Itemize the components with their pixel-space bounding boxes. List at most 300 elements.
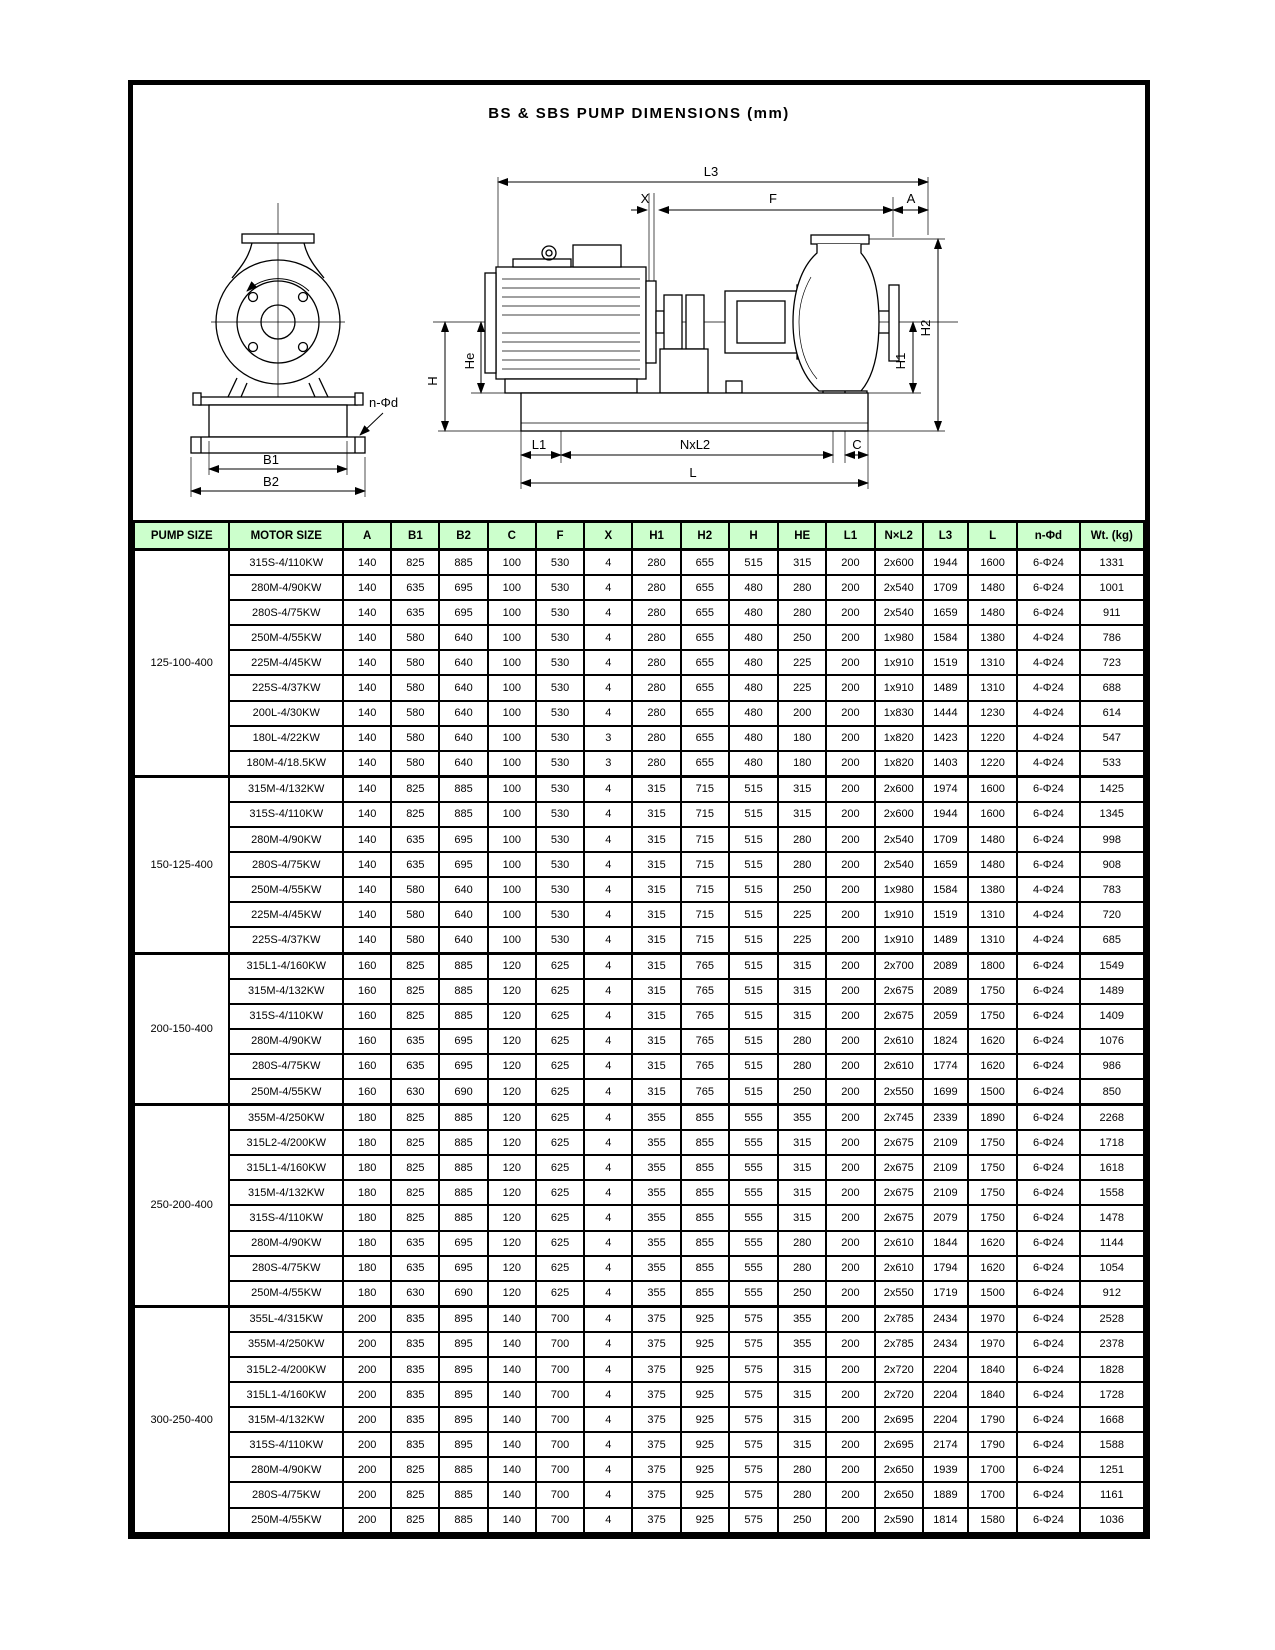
dim-value-cell: 614 bbox=[1080, 701, 1144, 726]
dim-value-cell: 700 bbox=[536, 1306, 584, 1332]
dim-value-cell: 925 bbox=[681, 1357, 729, 1382]
dim-label-c: C bbox=[852, 437, 862, 452]
dim-value-cell: 4-Φ24 bbox=[1017, 650, 1079, 675]
column-header-n-d: n-Φd bbox=[1017, 522, 1079, 550]
dim-value-cell: 635 bbox=[391, 1029, 439, 1054]
dim-value-cell: 1480 bbox=[968, 827, 1017, 852]
dim-value-cell: 700 bbox=[536, 1332, 584, 1357]
dim-value-cell: 1750 bbox=[968, 1004, 1017, 1029]
dim-value-cell: 120 bbox=[488, 953, 536, 979]
dim-value-cell: 6-Φ24 bbox=[1017, 1432, 1079, 1457]
dim-value-cell: 200 bbox=[343, 1332, 391, 1357]
dim-value-cell: 2x785 bbox=[875, 1332, 923, 1357]
dim-value-cell: 1790 bbox=[968, 1407, 1017, 1432]
dim-value-cell: 6-Φ24 bbox=[1017, 827, 1079, 852]
dim-value-cell: 140 bbox=[343, 701, 391, 726]
dim-value-cell: 6-Φ24 bbox=[1017, 1079, 1079, 1105]
dim-value-cell: 315 bbox=[778, 1357, 826, 1382]
pump-front-view bbox=[191, 203, 398, 497]
dim-value-cell: 2378 bbox=[1080, 1332, 1144, 1357]
dim-value-cell: 315 bbox=[632, 877, 680, 902]
dim-value-cell: 1709 bbox=[923, 575, 968, 600]
dim-value-cell: 1840 bbox=[968, 1357, 1017, 1382]
pump-dimension-drawing bbox=[133, 85, 1145, 520]
dim-value-cell: 2x720 bbox=[875, 1382, 923, 1407]
table-row bbox=[134, 1105, 1144, 1131]
dim-value-cell: 765 bbox=[681, 1004, 729, 1029]
dim-value-cell: 315 bbox=[632, 827, 680, 852]
dim-value-cell: 625 bbox=[536, 1105, 584, 1131]
dim-value-cell: 1409 bbox=[1080, 1004, 1144, 1029]
dim-value-cell: 655 bbox=[681, 625, 729, 650]
motor-size-cell: 315L1-4/160KW bbox=[229, 1382, 343, 1407]
dim-value-cell: 625 bbox=[536, 1205, 584, 1230]
dim-value-cell: 580 bbox=[391, 701, 439, 726]
dim-value-cell: 120 bbox=[488, 1281, 536, 1307]
dim-value-cell: 4 bbox=[584, 1180, 632, 1205]
dim-value-cell: 4 bbox=[584, 1029, 632, 1054]
dim-value-cell: 700 bbox=[536, 1482, 584, 1507]
column-header-l: L bbox=[968, 522, 1017, 550]
dim-value-cell: 655 bbox=[681, 575, 729, 600]
dim-value-cell: 575 bbox=[729, 1382, 778, 1407]
dim-value-cell: 6-Φ24 bbox=[1017, 776, 1079, 802]
table-row bbox=[134, 1508, 1144, 1533]
dim-value-cell: 825 bbox=[391, 1130, 439, 1155]
dim-value-cell: 200 bbox=[826, 1457, 874, 1482]
dim-value-cell: 655 bbox=[681, 751, 729, 777]
dim-value-cell: 1588 bbox=[1080, 1432, 1144, 1457]
dim-value-cell: 200 bbox=[826, 1155, 874, 1180]
motor-size-cell: 280S-4/75KW bbox=[229, 600, 343, 625]
dim-value-cell: 715 bbox=[681, 927, 729, 953]
dim-value-cell: 2x720 bbox=[875, 1357, 923, 1382]
dim-value-cell: 530 bbox=[536, 877, 584, 902]
dim-value-cell: 555 bbox=[729, 1205, 778, 1230]
dim-value-cell: 2109 bbox=[923, 1180, 968, 1205]
dim-value-cell: 200 bbox=[343, 1432, 391, 1457]
dim-value-cell: 375 bbox=[632, 1332, 680, 1357]
dim-value-cell: 2204 bbox=[923, 1382, 968, 1407]
dim-value-cell: 4 bbox=[584, 877, 632, 902]
dim-value-cell: 925 bbox=[681, 1508, 729, 1533]
dim-value-cell: 1840 bbox=[968, 1382, 1017, 1407]
dim-value-cell: 2x675 bbox=[875, 1004, 923, 1029]
dim-value-cell: 515 bbox=[729, 927, 778, 953]
table-row bbox=[134, 1306, 1144, 1332]
dim-value-cell: 200 bbox=[826, 1256, 874, 1281]
dim-value-cell: 140 bbox=[343, 902, 391, 927]
dim-value-cell: 1700 bbox=[968, 1457, 1017, 1482]
dim-value-cell: 2x610 bbox=[875, 1029, 923, 1054]
page-title: BS & SBS PUMP DIMENSIONS (mm) bbox=[488, 105, 790, 122]
dim-value-cell: 885 bbox=[439, 1180, 487, 1205]
dim-value-cell: 2x675 bbox=[875, 1205, 923, 1230]
dim-value-cell: 4 bbox=[584, 1508, 632, 1533]
dim-value-cell: 885 bbox=[439, 550, 487, 576]
dim-value-cell: 765 bbox=[681, 1029, 729, 1054]
dim-value-cell: 4 bbox=[584, 902, 632, 927]
dim-value-cell: 625 bbox=[536, 1281, 584, 1307]
dim-value-cell: 4 bbox=[584, 1332, 632, 1357]
motor-size-cell: 250M-4/55KW bbox=[229, 1079, 343, 1105]
motor-size-cell: 355L-4/315KW bbox=[229, 1306, 343, 1332]
dim-value-cell: 850 bbox=[1080, 1079, 1144, 1105]
dim-value-cell: 480 bbox=[729, 625, 778, 650]
dim-value-cell: 200 bbox=[826, 776, 874, 802]
dim-value-cell: 4 bbox=[584, 625, 632, 650]
dim-value-cell: 2x610 bbox=[875, 1054, 923, 1079]
motor-size-cell: 280M-4/90KW bbox=[229, 575, 343, 600]
dim-value-cell: 925 bbox=[681, 1306, 729, 1332]
dim-value-cell: 250 bbox=[778, 1281, 826, 1307]
dim-value-cell: 515 bbox=[729, 877, 778, 902]
dim-value-cell: 695 bbox=[439, 1029, 487, 1054]
dim-value-cell: 200 bbox=[826, 751, 874, 777]
dim-value-cell: 375 bbox=[632, 1432, 680, 1457]
pump-side-view bbox=[425, 164, 958, 489]
dim-value-cell: 375 bbox=[632, 1457, 680, 1482]
dim-value-cell: 100 bbox=[488, 726, 536, 751]
dim-value-cell: 530 bbox=[536, 550, 584, 576]
dim-label-he: He bbox=[462, 352, 477, 370]
column-header-wt-kg: Wt. (kg) bbox=[1080, 522, 1144, 550]
table-row bbox=[134, 1079, 1144, 1105]
pump-size-cell: 300-250-400 bbox=[134, 1306, 229, 1532]
dim-value-cell: 4 bbox=[584, 1482, 632, 1507]
motor-size-cell: 225M-4/45KW bbox=[229, 902, 343, 927]
dim-value-cell: 120 bbox=[488, 1105, 536, 1131]
dim-value-cell: 6-Φ24 bbox=[1017, 1508, 1079, 1533]
pump-casing-outline bbox=[793, 235, 899, 401]
dim-value-cell: 1580 bbox=[968, 1508, 1017, 1533]
dim-value-cell: 2x700 bbox=[875, 953, 923, 979]
dim-value-cell: 4 bbox=[584, 927, 632, 953]
motor-size-cell: 280S-4/75KW bbox=[229, 1482, 343, 1507]
dim-value-cell: 1944 bbox=[923, 550, 968, 576]
dim-value-cell: 200 bbox=[826, 1382, 874, 1407]
dim-value-cell: 280 bbox=[778, 827, 826, 852]
dim-value-cell: 690 bbox=[439, 1281, 487, 1307]
dim-value-cell: 885 bbox=[439, 1004, 487, 1029]
dim-value-cell: 885 bbox=[439, 953, 487, 979]
dim-value-cell: 160 bbox=[343, 1029, 391, 1054]
dim-value-cell: 825 bbox=[391, 1180, 439, 1205]
column-header-h2: H2 bbox=[681, 522, 729, 550]
dim-value-cell: 625 bbox=[536, 1054, 584, 1079]
dim-value-cell: 2x675 bbox=[875, 979, 923, 1004]
dim-value-cell: 640 bbox=[439, 625, 487, 650]
dim-value-cell: 315 bbox=[778, 802, 826, 827]
dim-value-cell: 998 bbox=[1080, 827, 1144, 852]
dim-value-cell: 120 bbox=[488, 1130, 536, 1155]
dim-value-cell: 2434 bbox=[923, 1306, 968, 1332]
dim-value-cell: 1403 bbox=[923, 751, 968, 777]
dim-value-cell: 6-Φ24 bbox=[1017, 1256, 1079, 1281]
dim-value-cell: 1310 bbox=[968, 902, 1017, 927]
table-row bbox=[134, 751, 1144, 777]
dim-value-cell: 1331 bbox=[1080, 550, 1144, 576]
dim-value-cell: 835 bbox=[391, 1357, 439, 1382]
dim-value-cell: 375 bbox=[632, 1382, 680, 1407]
dim-value-cell: 180 bbox=[778, 751, 826, 777]
dim-value-cell: 825 bbox=[391, 979, 439, 1004]
dim-value-cell: 6-Φ24 bbox=[1017, 1332, 1079, 1357]
table-row bbox=[134, 675, 1144, 700]
motor-size-cell: 280M-4/90KW bbox=[229, 1457, 343, 1482]
dim-value-cell: 835 bbox=[391, 1382, 439, 1407]
dim-value-cell: 315 bbox=[778, 1180, 826, 1205]
dim-value-cell: 1380 bbox=[968, 625, 1017, 650]
dim-value-cell: 315 bbox=[632, 1079, 680, 1105]
dim-value-cell: 885 bbox=[439, 979, 487, 1004]
dim-value-cell: 640 bbox=[439, 751, 487, 777]
dim-value-cell: 120 bbox=[488, 1155, 536, 1180]
dim-value-cell: 6-Φ24 bbox=[1017, 979, 1079, 1004]
dim-value-cell: 120 bbox=[488, 1231, 536, 1256]
dim-value-cell: 355 bbox=[778, 1332, 826, 1357]
dim-value-cell: 6-Φ24 bbox=[1017, 1205, 1079, 1230]
dim-value-cell: 908 bbox=[1080, 852, 1144, 877]
column-header-l1: L1 bbox=[826, 522, 874, 550]
motor-size-cell: 250M-4/55KW bbox=[229, 877, 343, 902]
dim-value-cell: 635 bbox=[391, 1231, 439, 1256]
dim-value-cell: 4 bbox=[584, 1306, 632, 1332]
dim-value-cell: 1584 bbox=[923, 625, 968, 650]
dim-value-cell: 225 bbox=[778, 927, 826, 953]
dim-value-cell: 200 bbox=[826, 1306, 874, 1332]
dim-value-cell: 2079 bbox=[923, 1205, 968, 1230]
dim-value-cell: 2x650 bbox=[875, 1457, 923, 1482]
dim-value-cell: 1x980 bbox=[875, 625, 923, 650]
dim-value-cell: 280 bbox=[778, 852, 826, 877]
dim-value-cell: 547 bbox=[1080, 726, 1144, 751]
motor-outline bbox=[485, 245, 664, 393]
column-header-f: F bbox=[536, 522, 584, 550]
dim-value-cell: 885 bbox=[439, 1482, 487, 1507]
dim-value-cell: 555 bbox=[729, 1231, 778, 1256]
dim-value-cell: 2x610 bbox=[875, 1256, 923, 1281]
dim-value-cell: 2204 bbox=[923, 1407, 968, 1432]
dim-value-cell: 200 bbox=[826, 953, 874, 979]
dim-value-cell: 655 bbox=[681, 675, 729, 700]
dim-value-cell: 625 bbox=[536, 1180, 584, 1205]
dim-value-cell: 1774 bbox=[923, 1054, 968, 1079]
dim-value-cell: 580 bbox=[391, 877, 439, 902]
dim-value-cell: 515 bbox=[729, 802, 778, 827]
table-row bbox=[134, 1256, 1144, 1281]
dim-value-cell: 555 bbox=[729, 1130, 778, 1155]
dim-value-cell: 4 bbox=[584, 776, 632, 802]
dim-label-h2: H2 bbox=[918, 319, 933, 337]
table-row bbox=[134, 726, 1144, 751]
dim-value-cell: 4 bbox=[584, 1407, 632, 1432]
dim-value-cell: 580 bbox=[391, 675, 439, 700]
dim-value-cell: 1790 bbox=[968, 1432, 1017, 1457]
dim-value-cell: 1939 bbox=[923, 1457, 968, 1482]
dim-value-cell: 1x820 bbox=[875, 726, 923, 751]
dim-value-cell: 855 bbox=[681, 1205, 729, 1230]
dim-value-cell: 1x910 bbox=[875, 675, 923, 700]
dim-value-cell: 625 bbox=[536, 953, 584, 979]
dim-value-cell: 640 bbox=[439, 726, 487, 751]
dim-value-cell: 1480 bbox=[968, 852, 1017, 877]
table-row bbox=[134, 1281, 1144, 1307]
dim-value-cell: 225 bbox=[778, 675, 826, 700]
dim-value-cell: 200 bbox=[826, 1180, 874, 1205]
dim-value-cell: 200 bbox=[826, 1332, 874, 1357]
dim-value-cell: 825 bbox=[391, 1155, 439, 1180]
dim-value-cell: 1x910 bbox=[875, 650, 923, 675]
column-header-n-l2: N×L2 bbox=[875, 522, 923, 550]
dim-value-cell: 140 bbox=[343, 575, 391, 600]
dim-value-cell: 1620 bbox=[968, 1054, 1017, 1079]
dim-value-cell: 555 bbox=[729, 1281, 778, 1307]
column-header-pump-size: PUMP SIZE bbox=[134, 522, 229, 550]
dim-value-cell: 140 bbox=[343, 827, 391, 852]
dim-value-cell: 2x540 bbox=[875, 575, 923, 600]
dim-value-cell: 140 bbox=[488, 1482, 536, 1507]
dim-value-cell: 825 bbox=[391, 802, 439, 827]
dim-value-cell: 4 bbox=[584, 1281, 632, 1307]
dim-value-cell: 140 bbox=[343, 726, 391, 751]
dim-value-cell: 825 bbox=[391, 1105, 439, 1131]
dim-value-cell: 640 bbox=[439, 877, 487, 902]
dim-label-x: X bbox=[640, 191, 650, 206]
dim-value-cell: 6-Φ24 bbox=[1017, 1029, 1079, 1054]
dim-value-cell: 4 bbox=[584, 852, 632, 877]
table-row bbox=[134, 877, 1144, 902]
motor-size-cell: 315L2-4/200KW bbox=[229, 1130, 343, 1155]
dim-value-cell: 635 bbox=[391, 852, 439, 877]
dim-value-cell: 280 bbox=[632, 575, 680, 600]
dim-value-cell: 530 bbox=[536, 902, 584, 927]
dim-value-cell: 315 bbox=[778, 1205, 826, 1230]
dim-value-cell: 1970 bbox=[968, 1306, 1017, 1332]
dim-value-cell: 695 bbox=[439, 600, 487, 625]
dim-value-cell: 200 bbox=[826, 1357, 874, 1382]
dim-value-cell: 1709 bbox=[923, 827, 968, 852]
dim-value-cell: 140 bbox=[343, 877, 391, 902]
dim-value-cell: 580 bbox=[391, 927, 439, 953]
column-header-c: C bbox=[488, 522, 536, 550]
dim-value-cell: 655 bbox=[681, 600, 729, 625]
motor-size-cell: 250M-4/55KW bbox=[229, 1508, 343, 1533]
table-row bbox=[134, 1130, 1144, 1155]
dim-value-cell: 2059 bbox=[923, 1004, 968, 1029]
dim-value-cell: 925 bbox=[681, 1432, 729, 1457]
motor-size-cell: 200L-4/30KW bbox=[229, 701, 343, 726]
dim-value-cell: 635 bbox=[391, 575, 439, 600]
dim-value-cell: 1x910 bbox=[875, 927, 923, 953]
motor-size-cell: 315S-4/110KW bbox=[229, 1004, 343, 1029]
dim-value-cell: 2x695 bbox=[875, 1432, 923, 1457]
column-header-h1: H1 bbox=[632, 522, 680, 550]
dim-value-cell: 1425 bbox=[1080, 776, 1144, 802]
table-row bbox=[134, 650, 1144, 675]
dim-label-n-phi-d: n-Φd bbox=[369, 395, 399, 410]
table-row bbox=[134, 979, 1144, 1004]
dim-value-cell: 825 bbox=[391, 776, 439, 802]
dim-value-cell: 515 bbox=[729, 852, 778, 877]
dim-value-cell: 625 bbox=[536, 1004, 584, 1029]
dim-value-cell: 4 bbox=[584, 1205, 632, 1230]
dim-value-cell: 200 bbox=[343, 1357, 391, 1382]
dim-value-cell: 855 bbox=[681, 1180, 729, 1205]
dim-value-cell: 835 bbox=[391, 1432, 439, 1457]
column-header-b1: B1 bbox=[391, 522, 439, 550]
table-row bbox=[134, 776, 1144, 802]
dim-value-cell: 355 bbox=[632, 1231, 680, 1256]
table-row bbox=[134, 1155, 1144, 1180]
dim-value-cell: 1x980 bbox=[875, 877, 923, 902]
dim-label-b1: B1 bbox=[263, 452, 279, 467]
dim-value-cell: 160 bbox=[343, 979, 391, 1004]
dim-value-cell: 555 bbox=[729, 1180, 778, 1205]
dim-value-cell: 640 bbox=[439, 650, 487, 675]
dim-value-cell: 1230 bbox=[968, 701, 1017, 726]
dim-value-cell: 555 bbox=[729, 1105, 778, 1131]
dim-value-cell: 140 bbox=[488, 1508, 536, 1533]
dim-value-cell: 2434 bbox=[923, 1332, 968, 1357]
dim-value-cell: 530 bbox=[536, 650, 584, 675]
dim-value-cell: 480 bbox=[729, 650, 778, 675]
motor-size-cell: 315L1-4/160KW bbox=[229, 1155, 343, 1180]
dim-value-cell: 625 bbox=[536, 1155, 584, 1180]
dim-value-cell: 375 bbox=[632, 1508, 680, 1533]
dim-value-cell: 4 bbox=[584, 802, 632, 827]
dim-value-cell: 700 bbox=[536, 1407, 584, 1432]
dim-value-cell: 200 bbox=[826, 650, 874, 675]
motor-size-cell: 315M-4/132KW bbox=[229, 1407, 343, 1432]
dim-value-cell: 355 bbox=[632, 1281, 680, 1307]
dim-value-cell: 1444 bbox=[923, 701, 968, 726]
dim-value-cell: 1620 bbox=[968, 1256, 1017, 1281]
dim-label-nxl2: NxL2 bbox=[679, 437, 711, 452]
dim-value-cell: 315 bbox=[778, 1155, 826, 1180]
dim-value-cell: 690 bbox=[439, 1079, 487, 1105]
dim-value-cell: 885 bbox=[439, 802, 487, 827]
dim-value-cell: 515 bbox=[729, 902, 778, 927]
dim-value-cell: 580 bbox=[391, 650, 439, 675]
dim-value-cell: 715 bbox=[681, 776, 729, 802]
dim-value-cell: 655 bbox=[681, 726, 729, 751]
dim-value-cell: 140 bbox=[488, 1357, 536, 1382]
dim-value-cell: 280 bbox=[778, 575, 826, 600]
dim-value-cell: 4 bbox=[584, 1256, 632, 1281]
dim-value-cell: 895 bbox=[439, 1357, 487, 1382]
dim-value-cell: 635 bbox=[391, 1054, 439, 1079]
dim-value-cell: 765 bbox=[681, 979, 729, 1004]
dim-value-cell: 825 bbox=[391, 1205, 439, 1230]
dim-value-cell: 700 bbox=[536, 1357, 584, 1382]
dim-value-cell: 180 bbox=[343, 1231, 391, 1256]
pump-size-cell: 150-125-400 bbox=[134, 776, 229, 953]
dim-value-cell: 530 bbox=[536, 827, 584, 852]
dim-value-cell: 1489 bbox=[1080, 979, 1144, 1004]
dim-value-cell: 2x540 bbox=[875, 600, 923, 625]
dim-value-cell: 200 bbox=[343, 1482, 391, 1507]
dim-label-h: H bbox=[425, 376, 440, 386]
dim-value-cell: 695 bbox=[439, 1256, 487, 1281]
dim-value-cell: 140 bbox=[343, 600, 391, 625]
dim-value-cell: 1036 bbox=[1080, 1508, 1144, 1533]
dim-value-cell: 825 bbox=[391, 1457, 439, 1482]
dim-value-cell: 355 bbox=[632, 1105, 680, 1131]
dim-value-cell: 1718 bbox=[1080, 1130, 1144, 1155]
dim-value-cell: 200 bbox=[826, 675, 874, 700]
dim-value-cell: 1220 bbox=[968, 751, 1017, 777]
